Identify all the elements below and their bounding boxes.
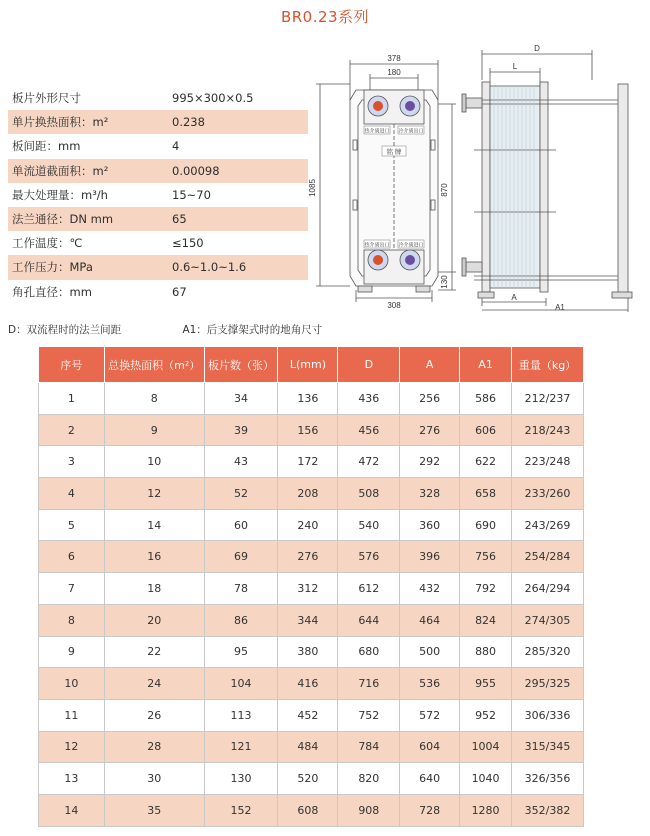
table-row: [39, 446, 584, 478]
table-cell: 784: [338, 731, 400, 763]
spec-row: [8, 255, 308, 279]
col-header: D: [338, 347, 400, 383]
table-cell: 432: [400, 573, 460, 605]
table-cell: 9: [104, 414, 204, 446]
table-cell: 34: [204, 383, 278, 415]
table-cell: 256: [400, 383, 460, 415]
table-row: [39, 541, 584, 573]
technical-drawing: [306, 40, 646, 312]
table-cell: 20: [104, 604, 204, 636]
table-cell: 880: [460, 636, 512, 668]
spec-label: 工作压力：MPa: [12, 260, 93, 275]
table-cell: 472: [338, 446, 400, 478]
table-row: [39, 763, 584, 795]
table-cell: 14: [104, 509, 204, 541]
table-cell: 640: [400, 763, 460, 795]
spec-row: [8, 231, 308, 255]
spec-label: 工作温度：℃: [12, 236, 83, 251]
table-cell: 576: [338, 541, 400, 573]
table-cell: 5: [39, 509, 105, 541]
spec-label: 法兰通径：DN mm: [12, 212, 114, 227]
note-d: D：双流程时的法兰间距: [8, 324, 122, 336]
label-hot-out: 热介质出口: [364, 242, 390, 249]
col-header: A1: [460, 347, 512, 383]
page-title: BR0.23系列: [280, 8, 370, 26]
table-cell: 658: [460, 478, 512, 510]
col-header: 总换热面积（m²）: [104, 347, 204, 383]
table-cell: 18: [104, 573, 204, 605]
dim-D: D: [534, 44, 540, 53]
table-cell: 130: [204, 763, 278, 795]
port-hot-in: [368, 96, 388, 116]
table-cell: 4: [39, 478, 105, 510]
table-cell: 104: [204, 668, 278, 700]
table-cell: 156: [278, 414, 338, 446]
table-cell: 95: [204, 636, 278, 668]
table-cell: 456: [338, 414, 400, 446]
table-cell: 254/284: [512, 541, 584, 573]
spec-row: [8, 183, 308, 207]
spec-row: [8, 134, 308, 158]
dim-A: A: [511, 293, 517, 302]
table-cell: 11: [39, 699, 105, 731]
label-hot-in: 热介质进口: [364, 128, 390, 135]
spec-row: [8, 159, 308, 183]
table-cell: 295/325: [512, 668, 584, 700]
table-cell: 8: [39, 604, 105, 636]
table-cell: 955: [460, 668, 512, 700]
spec-row: [8, 280, 308, 304]
table-cell: 285/320: [512, 636, 584, 668]
table-cell: 306/336: [512, 699, 584, 731]
label-nameplate: 铭 牌: [386, 149, 402, 156]
table-cell: 113: [204, 699, 278, 731]
dim-180: 180: [387, 68, 401, 77]
col-header: 重量（kg）: [512, 347, 584, 383]
table-cell: 536: [400, 668, 460, 700]
table-cell: 396: [400, 541, 460, 573]
spec-value: 65: [172, 212, 187, 227]
table-cell: 908: [338, 794, 400, 826]
table-cell: 13: [39, 763, 105, 795]
port-cold-in: [400, 250, 420, 270]
label-cold-in: 冷介质进口: [398, 242, 424, 249]
table-cell: 484: [278, 731, 338, 763]
spec-row: [8, 207, 308, 231]
table-row: [39, 604, 584, 636]
table-cell: 452: [278, 699, 338, 731]
table-cell: 436: [338, 383, 400, 415]
port-hot-out: [368, 250, 388, 270]
table-cell: 1: [39, 383, 105, 415]
dim-870: 870: [440, 183, 449, 197]
table-cell: 24: [104, 668, 204, 700]
table-cell: 14: [39, 794, 105, 826]
table-cell: 7: [39, 573, 105, 605]
table-cell: 212/237: [512, 383, 584, 415]
table-cell: 644: [338, 604, 400, 636]
table-cell: 121: [204, 731, 278, 763]
table-cell: 292: [400, 446, 460, 478]
table-cell: 6: [39, 541, 105, 573]
table-cell: 352/382: [512, 794, 584, 826]
table-cell: 276: [278, 541, 338, 573]
table-row: [39, 573, 584, 605]
table-row: [39, 668, 584, 700]
table-cell: 28: [104, 731, 204, 763]
table-cell: 680: [338, 636, 400, 668]
table-cell: 30: [104, 763, 204, 795]
spec-label: 角孔直径：mm: [12, 284, 92, 299]
table-row: [39, 731, 584, 763]
table-cell: 39: [204, 414, 278, 446]
table-cell: 86: [204, 604, 278, 636]
table-cell: 43: [204, 446, 278, 478]
dim-130: 130: [440, 275, 449, 289]
table-cell: 172: [278, 446, 338, 478]
table-cell: 312: [278, 573, 338, 605]
table-cell: 540: [338, 509, 400, 541]
table-row: [39, 414, 584, 446]
dim-A1: A1: [555, 303, 565, 312]
table-cell: 756: [460, 541, 512, 573]
table-cell: 604: [400, 731, 460, 763]
table-row: [39, 699, 584, 731]
table-cell: 380: [278, 636, 338, 668]
spec-value: 67: [172, 284, 187, 299]
col-header: A: [400, 347, 460, 383]
table-cell: 152: [204, 794, 278, 826]
table-cell: 208: [278, 478, 338, 510]
table-cell: 572: [400, 699, 460, 731]
table-cell: 10: [104, 446, 204, 478]
table-cell: 360: [400, 509, 460, 541]
table-cell: 16: [104, 541, 204, 573]
spec-label: 最大处理量：m³/h: [12, 187, 108, 202]
table-cell: 792: [460, 573, 512, 605]
table-cell: 264/294: [512, 573, 584, 605]
table-cell: 35: [104, 794, 204, 826]
table-cell: 728: [400, 794, 460, 826]
table-cell: 586: [460, 383, 512, 415]
table-cell: 8: [104, 383, 204, 415]
col-header: L(mm): [278, 347, 338, 383]
spec-value: 0.6~1.0~1.6: [172, 260, 247, 275]
dim-308: 308: [387, 301, 401, 310]
table-cell: 1004: [460, 731, 512, 763]
side-view: [462, 50, 632, 312]
table-cell: 10: [39, 668, 105, 700]
table-cell: 315/345: [512, 731, 584, 763]
table-cell: 508: [338, 478, 400, 510]
spec-row: [8, 86, 308, 110]
dim-1085: 1085: [308, 179, 317, 197]
table-cell: 328: [400, 478, 460, 510]
table-cell: 608: [278, 794, 338, 826]
spec-label: 单流道截面积：m²: [12, 163, 109, 178]
dim-L: L: [512, 62, 518, 71]
table-row: [39, 636, 584, 668]
spec-label: 板间距：mm: [12, 139, 81, 154]
table-cell: 716: [338, 668, 400, 700]
table-cell: 820: [338, 763, 400, 795]
table-cell: 22: [104, 636, 204, 668]
table-cell: 520: [278, 763, 338, 795]
table-cell: 690: [460, 509, 512, 541]
spec-label: 单片换热面积：m²: [12, 115, 109, 130]
col-header: 序号: [39, 347, 105, 383]
table-cell: 233/260: [512, 478, 584, 510]
spec-value: 0.00098: [172, 163, 220, 178]
table-cell: 243/269: [512, 509, 584, 541]
table-cell: 752: [338, 699, 400, 731]
table-cell: 26: [104, 699, 204, 731]
notes: [8, 322, 322, 337]
table-row: [39, 509, 584, 541]
table-cell: 824: [460, 604, 512, 636]
table-cell: 606: [460, 414, 512, 446]
table-cell: 9: [39, 636, 105, 668]
spec-row: [8, 110, 308, 134]
table-cell: 240: [278, 509, 338, 541]
spec-list: [8, 86, 308, 304]
table-cell: 952: [460, 699, 512, 731]
port-cold-out: [400, 96, 420, 116]
table-cell: 464: [400, 604, 460, 636]
table-cell: 622: [460, 446, 512, 478]
col-header: 板片数（张）: [204, 347, 278, 383]
spec-value: ≤150: [172, 236, 204, 251]
table-cell: 1280: [460, 794, 512, 826]
label-cold-out: 冷介质出口: [398, 128, 424, 135]
table-cell: 218/243: [512, 414, 584, 446]
table-cell: 276: [400, 414, 460, 446]
table-cell: 52: [204, 478, 278, 510]
table-row: [39, 478, 584, 510]
table-cell: 136: [278, 383, 338, 415]
table-cell: 2: [39, 414, 105, 446]
table-cell: 3: [39, 446, 105, 478]
table-cell: 78: [204, 573, 278, 605]
table-cell: 500: [400, 636, 460, 668]
table-cell: 326/356: [512, 763, 584, 795]
table-cell: 69: [204, 541, 278, 573]
table-cell: 612: [338, 573, 400, 605]
note-a1: A1：后支撑架式时的地角尺寸: [182, 324, 323, 336]
spec-value: 995×300×0.5: [172, 91, 254, 106]
table-header-row: [39, 347, 584, 383]
spec-value: 15~70: [172, 187, 211, 202]
table-row: [39, 794, 584, 826]
table-cell: 416: [278, 668, 338, 700]
table-cell: 12: [104, 478, 204, 510]
spec-label: 板片外形尺寸: [12, 91, 81, 106]
spec-value: 4: [172, 139, 180, 154]
table-cell: 274/305: [512, 604, 584, 636]
table-cell: 60: [204, 509, 278, 541]
table-cell: 12: [39, 731, 105, 763]
table-cell: 1040: [460, 763, 512, 795]
spec-value: 0.238: [172, 115, 205, 130]
model-table: [38, 346, 584, 827]
dim-378: 378: [387, 54, 401, 63]
table-row: [39, 383, 584, 415]
table-cell: 344: [278, 604, 338, 636]
table-cell: 223/248: [512, 446, 584, 478]
